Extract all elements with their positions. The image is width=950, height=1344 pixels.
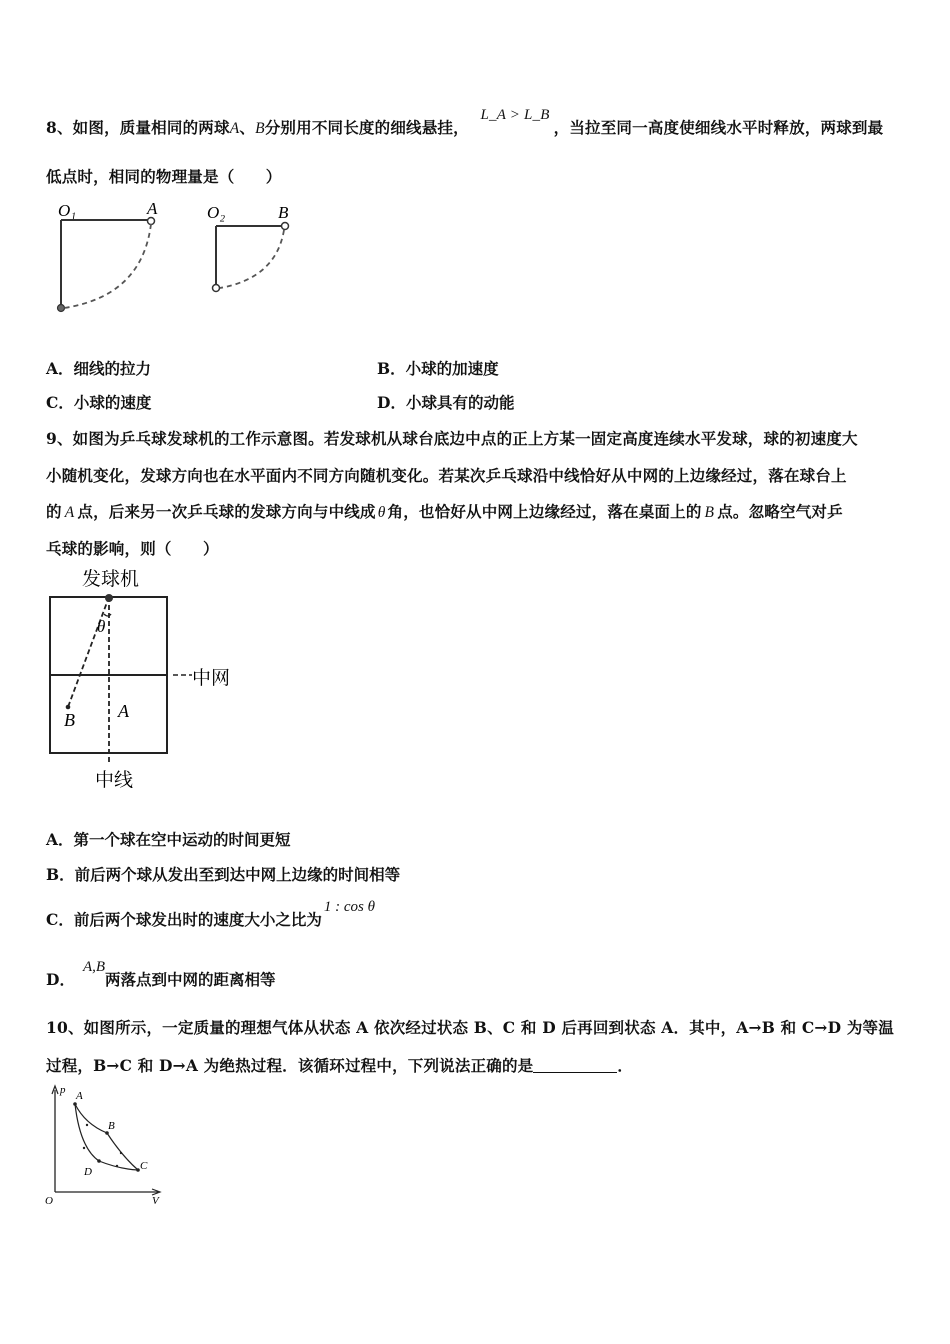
- curve-dc: [99, 1161, 138, 1170]
- q9-option-a[interactable]: A．第一个球在空中运动的时间更短: [46, 830, 291, 849]
- q8-path-a: [64, 224, 151, 308]
- origin-label: O: [45, 1195, 53, 1207]
- q8-fig-label-a: A: [147, 199, 158, 218]
- q9-angle-arc: [104, 614, 111, 616]
- q10-pv-diagram: [40, 1080, 170, 1210]
- q9-stem-line2: 小随机变化，发球方向也在水平面内不同方向随机变化。若某次乒乓球沿中线恰好从中网的上边缘经过，落在球台上: [46, 466, 847, 485]
- q8-fig-label-b: B: [278, 203, 289, 222]
- q10-stem-part: 过程，B→C 和 D→A 为绝热过程．该循环过程中，下列说法正确的是: [46, 1056, 534, 1075]
- q9-stem-part: 点。忽略空气对乒: [717, 502, 843, 521]
- q9-theta: θ: [377, 504, 386, 521]
- state-d-dot: [97, 1159, 101, 1163]
- q8-length-formula: L_A > L_B: [480, 107, 550, 123]
- q9-point-b: B: [704, 504, 715, 521]
- q9-angled-path: [68, 597, 109, 707]
- q10-stem-line2: [46, 1054, 633, 1076]
- state-a-dot: [73, 1102, 77, 1106]
- answer-blank[interactable]: [533, 1058, 617, 1073]
- curve-dot: [86, 1124, 88, 1126]
- q8-pendulum-figure: [50, 196, 320, 320]
- state-a-label: A: [76, 1090, 83, 1102]
- q9-option-c-formula: 1 : cos θ: [323, 899, 375, 915]
- q9-fig-point-b: B: [64, 710, 75, 730]
- state-c-label: C: [140, 1160, 148, 1172]
- q9-stem-part: 的: [46, 502, 62, 521]
- q10-stem-line1: 10、如图所示，一定质量的理想气体从状态 A 依次经过状态 B、C 和 D 后再回到状态 A．其中，A→B 和 C→D 为等温: [46, 1018, 894, 1037]
- q8-ball-b: B: [255, 120, 265, 137]
- q8-sep: 、: [239, 118, 256, 137]
- q8-ball-a-start: [148, 218, 155, 225]
- q9-stem-line4: 乓球的影响，则（ ）: [46, 539, 219, 558]
- q9-center-label: 中线: [95, 769, 134, 791]
- q9-stem-line3: [46, 500, 843, 522]
- curve-dot: [116, 1165, 118, 1167]
- curve-ad: [75, 1104, 99, 1161]
- curve-dot: [120, 1152, 122, 1154]
- q9-table-figure: [40, 562, 250, 794]
- q9-option-c[interactable]: [46, 899, 375, 930]
- q8-stem-part: 低点时，相同的物理量是（ ）: [46, 167, 282, 186]
- curve-dot: [83, 1147, 85, 1149]
- q8-stem-part: 8、如图，质量相同的两球: [46, 118, 230, 137]
- state-d-label: D: [84, 1166, 92, 1178]
- q8-stem-part: 分别用不同长度的细线悬挂，: [264, 118, 469, 137]
- v-axis-label: V: [152, 1195, 159, 1207]
- q9-angle-label: θ: [97, 617, 106, 636]
- q9-machine-label: 发球机: [82, 568, 140, 590]
- curve-bc: [107, 1133, 138, 1170]
- q8-path-b: [220, 230, 284, 288]
- q8-ball-b-bottom: [213, 285, 220, 292]
- q9-option-c-text: C．前后两个球发出时的速度大小之比为: [46, 910, 322, 929]
- q9-option-d-prefix: D．: [46, 970, 75, 989]
- q9-net-label: 中网: [192, 667, 231, 689]
- q9-option-b[interactable]: B．前后两个球从发出至到达中网上边缘的时间相等: [46, 865, 401, 884]
- q9-point-b-dot: [66, 705, 71, 710]
- q8-option-c[interactable]: C．小球的速度: [46, 393, 152, 412]
- q9-machine-dot: [105, 594, 113, 602]
- q8-stem-line2: [46, 165, 282, 187]
- q8-option-a[interactable]: A．细线的拉力: [46, 359, 152, 378]
- q9-stem-part: 角，也恰好从中网上边缘经过，落在桌面上的: [387, 502, 702, 521]
- q9-stem-line1: 9、如图为乒乓球发球机的工作示意图。若发球机从球台底边中点的正上方某一固定高度连续水平发球，球的初速度大: [46, 429, 858, 448]
- q8-fig-label-o1: O₁: [58, 201, 77, 220]
- state-b-label: B: [108, 1120, 115, 1132]
- q8-stem-line1: [46, 107, 884, 138]
- q9-option-d[interactable]: [46, 959, 276, 990]
- q8-fig-label-o2: O₂: [207, 203, 226, 222]
- p-axis-label: p: [60, 1084, 66, 1096]
- q8-stem-part: ，当拉至同一高度使细线水平时释放，两球到最: [553, 118, 884, 137]
- q8-ball-a: A: [229, 120, 240, 137]
- q9-option-d-formula: A,B: [82, 959, 106, 975]
- q8-option-b[interactable]: B．小球的加速度: [377, 359, 499, 378]
- q9-option-d-text: 两落点到中网的距离相等: [105, 970, 276, 989]
- q8-ball-b-start: [282, 223, 289, 230]
- q9-stem-part: 点，后来另一次乒乓球的发球方向与中线成: [77, 502, 376, 521]
- q8-option-d[interactable]: D．小球具有的动能: [377, 393, 515, 412]
- q9-point-a: A: [64, 504, 75, 521]
- q9-fig-point-a: A: [118, 701, 129, 721]
- q8-ball-a-bottom: [58, 305, 65, 312]
- q10-stem-part: ．: [617, 1056, 634, 1075]
